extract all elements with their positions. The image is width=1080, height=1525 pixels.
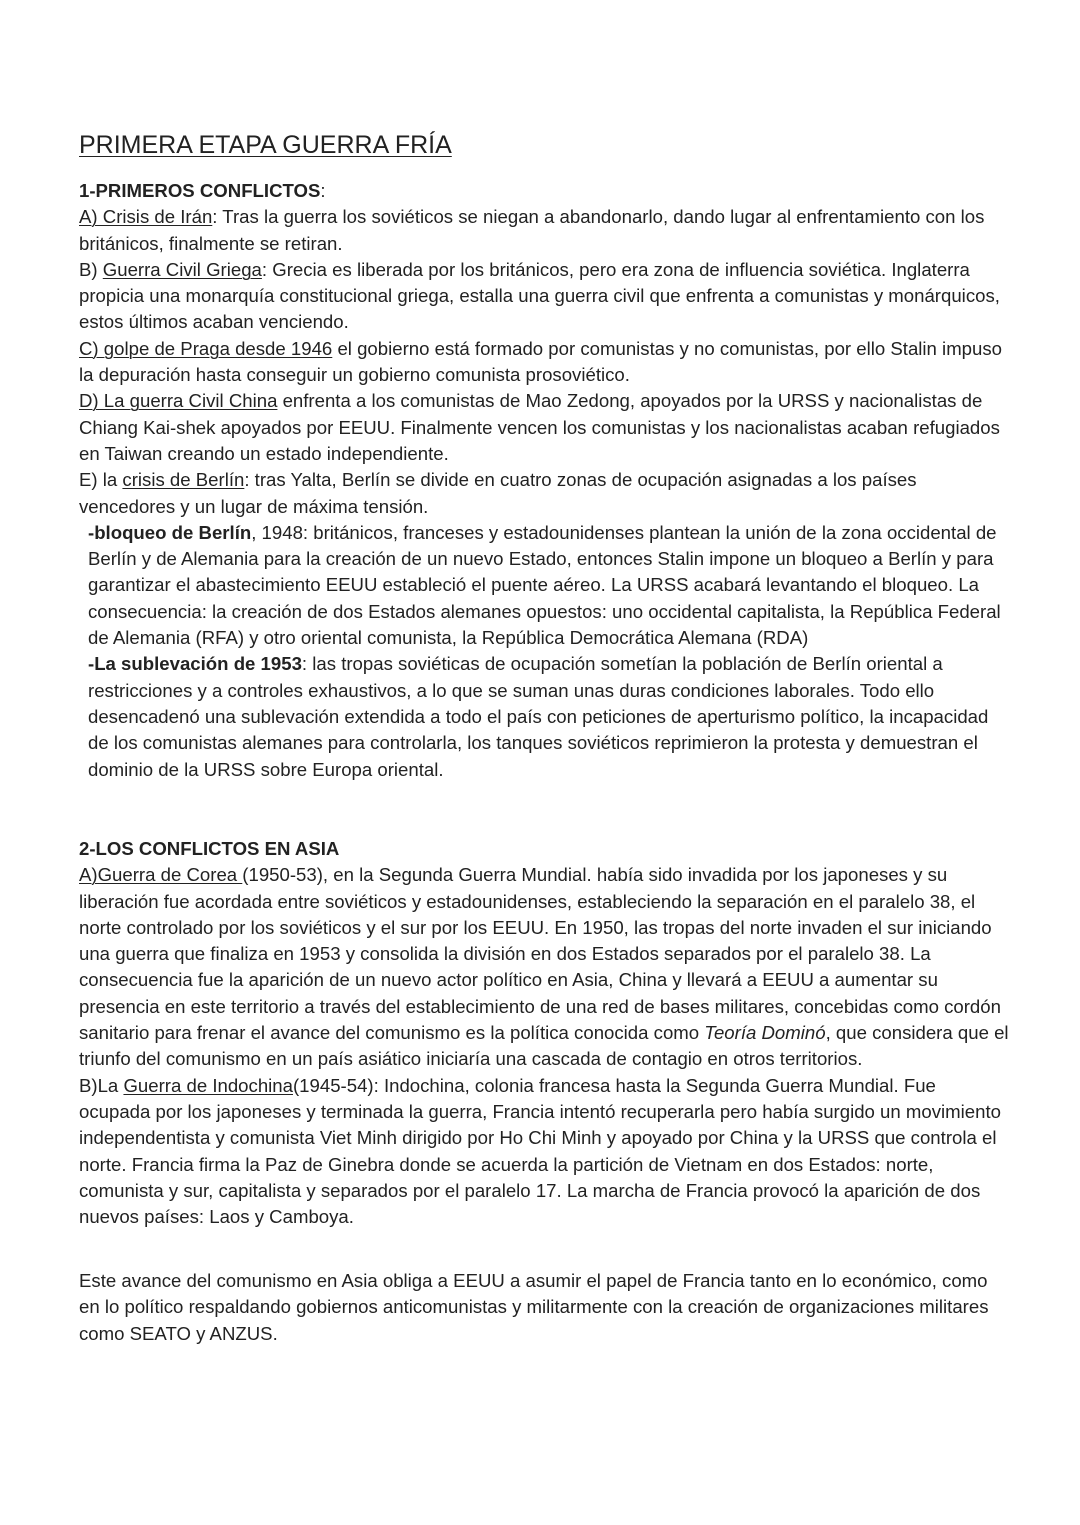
text-guerra-corea-end: , que considera que el triunfo del comunismo en un país asiático iniciaría una cascada de contagio en otros territorios. <box>79 1022 1009 1070</box>
paragraph-guerra-corea <box>79 862 1009 1072</box>
label-guerra-indochina: Guerra de Indochina <box>123 1074 293 1096</box>
prefix-guerra-indochina: B)La <box>79 1074 124 1096</box>
section-primeros-conflictos <box>79 178 1009 783</box>
paragraph-bloqueo-berlin <box>79 520 1009 651</box>
text-bloqueo-berlin: , 1948: británicos, franceses y estadounidenses plantean la unión de la zona occidental de Berlín y de Alemania para la creación de un nuevo Estado, entonces Stalin impone un bloqueo a Berlín y para garantizar el abastecimiento EEUU estableció el puente aéreo. La URSS acabará levantando el bloqueo. La consecuencia: la creación de dos Estados alemanes opuestos: uno occidental capitalista, la República Federal de Alemania (RFA) y otro oriental comunista, la República Democrática Alemana (RDA) <box>88 521 1001 649</box>
text-golpe-praga: el gobierno está formado por comunistas y no comunistas, por ello Stalin impuso la depuración hasta conseguir un gobierno comunista prosoviético. <box>79 337 1003 386</box>
section-heading-text: 1-PRIMEROS CONFLICTOS <box>79 180 321 201</box>
prefix-crisis-berlin: E) la <box>79 469 123 491</box>
text-guerra-indochina: (1945-54): Indochina, colonia francesa hasta la Segunda Guerra Mundial. Fue ocupada por los japoneses y terminada la guerra, Francia intentó recuperarla pero había surgido un movimiento independentista y comunista Viet Minh dirigido por Ho Chi Minh y apoyado por China y la URSS que controla el norte. Francia firma la Paz de Ginebra donde se acuerda la partición de Vietnam en dos Estados: norte, comunista y sur, capitalista y separados por el paralelo 17. La marcha de Francia provocó la aparición de dos nuevos países: Laos y Camboya. <box>79 1074 1001 1228</box>
label-sublevacion-1953: -La sublevación de 1953 <box>88 653 302 675</box>
label-guerra-civil-china: D) La guerra Civil China <box>79 390 278 412</box>
section-heading <box>79 178 1009 204</box>
text-crisis-iran: : Tras la guerra los soviéticos se niegan a abandonarlo, dando lugar al enfrentamiento con los británicos, finalmente se retiran. <box>79 206 985 254</box>
label-golpe-praga: C) golpe de Praga desde 1946 <box>79 337 333 359</box>
text-sublevacion-1953: : las tropas soviéticas de ocupación sometían la población de Berlín oriental a restricciones y a controles exhaustivos, a lo que se suman unas duras condiciones laborales. Todo ello desencadenó una sublevación extendida a todo el país con peticiones de aperturismo político, la incapacidad de los comunistas alemanes para controlarla, los tanques soviéticos reprimieron la protesta y demuestran el dominio de la URSS sobre Europa oriental. <box>88 653 989 780</box>
paragraph-crisis-berlin <box>79 467 1009 520</box>
heading-colon: : <box>320 180 326 201</box>
section-heading: 2-LOS CONFLICTOS EN ASIA <box>79 838 340 859</box>
text-guerra-corea: (1950-53), en la Segunda Guerra Mundial. había sido invadida por los japoneses y su liberación fue acordada entre soviéticos y estadounidenses, estableciendo la separación en el paralelo 38, el norte controlado por los soviéticos y el sur por los EEUU. En 1950, las tropas del norte invaden el sur iniciando una guerra que finaliza en 1953 y consolida la división en dos Estados separados por el paralelo 38. La consecuencia fue la aparición de un nuevo actor político en Asia, China y llevará a EEUU a aumentar su presencia en este territorio a través del establecimiento de una red de bases militares, concebidas como cordón sanitario para frenar el avance del comunismo es la política conocida como <box>79 864 1001 1044</box>
paragraph-guerra-indochina <box>79 1073 1009 1231</box>
closing-paragraph <box>79 1268 1009 1347</box>
label-guerra-corea: A)Guerra de Corea <box>79 864 243 886</box>
text-guerra-civil-griega: : Grecia es liberada por los británicos, pero era zona de influencia soviética. Inglaterra propicia una monarquía constitucional griega, estalla una guerra civil que enfrenta a comunistas y monárquicos, estos últimos acaban venciendo. <box>79 258 1000 333</box>
text-crisis-berlin: : tras Yalta, Berlín se divide en cuatro zonas de ocupación asignadas a los países vencedores y un lugar de máxima tensión. <box>79 469 917 517</box>
label-crisis-berlin: crisis de Berlín <box>122 469 245 491</box>
paragraph-guerra-civil-griega <box>79 257 1009 336</box>
paragraph-golpe-praga <box>79 336 1009 389</box>
closing-text: Este avance del comunismo en Asia obliga a EEUU a asumir el papel de Francia tanto en lo económico, como en lo político respaldando gobiernos anticomunistas y militarmente con la creación de organizaciones militares como SEATO y ANZUS. <box>79 1270 989 1344</box>
label-guerra-civil-griega: Guerra Civil Griega <box>102 258 262 280</box>
section-conflictos-asia <box>79 836 1009 1230</box>
page-title: PRIMERA ETAPA GUERRA FRÍA <box>79 131 452 159</box>
label-bloqueo-berlin: -bloqueo de Berlín <box>88 521 252 543</box>
prefix-guerra-civil-griega: B) <box>79 258 103 280</box>
paragraph-crisis-iran <box>79 204 1009 257</box>
paragraph-sublevacion-1953 <box>79 651 1009 782</box>
italic-teoria-domino: Teoría Dominó <box>704 1022 826 1044</box>
text-guerra-civil-china: enfrenta a los comunistas de Mao Zedong, apoyados por la URSS y nacionalistas de Chiang Kai-shek apoyados por EEUU. Finalmente vencen los comunistas y los nacionalistas acaban refugiados en Taiwan creando un estado independiente. <box>79 390 1000 464</box>
label-crisis-iran: A) Crisis de Irán <box>79 206 213 228</box>
paragraph-guerra-civil-china <box>79 388 1009 467</box>
